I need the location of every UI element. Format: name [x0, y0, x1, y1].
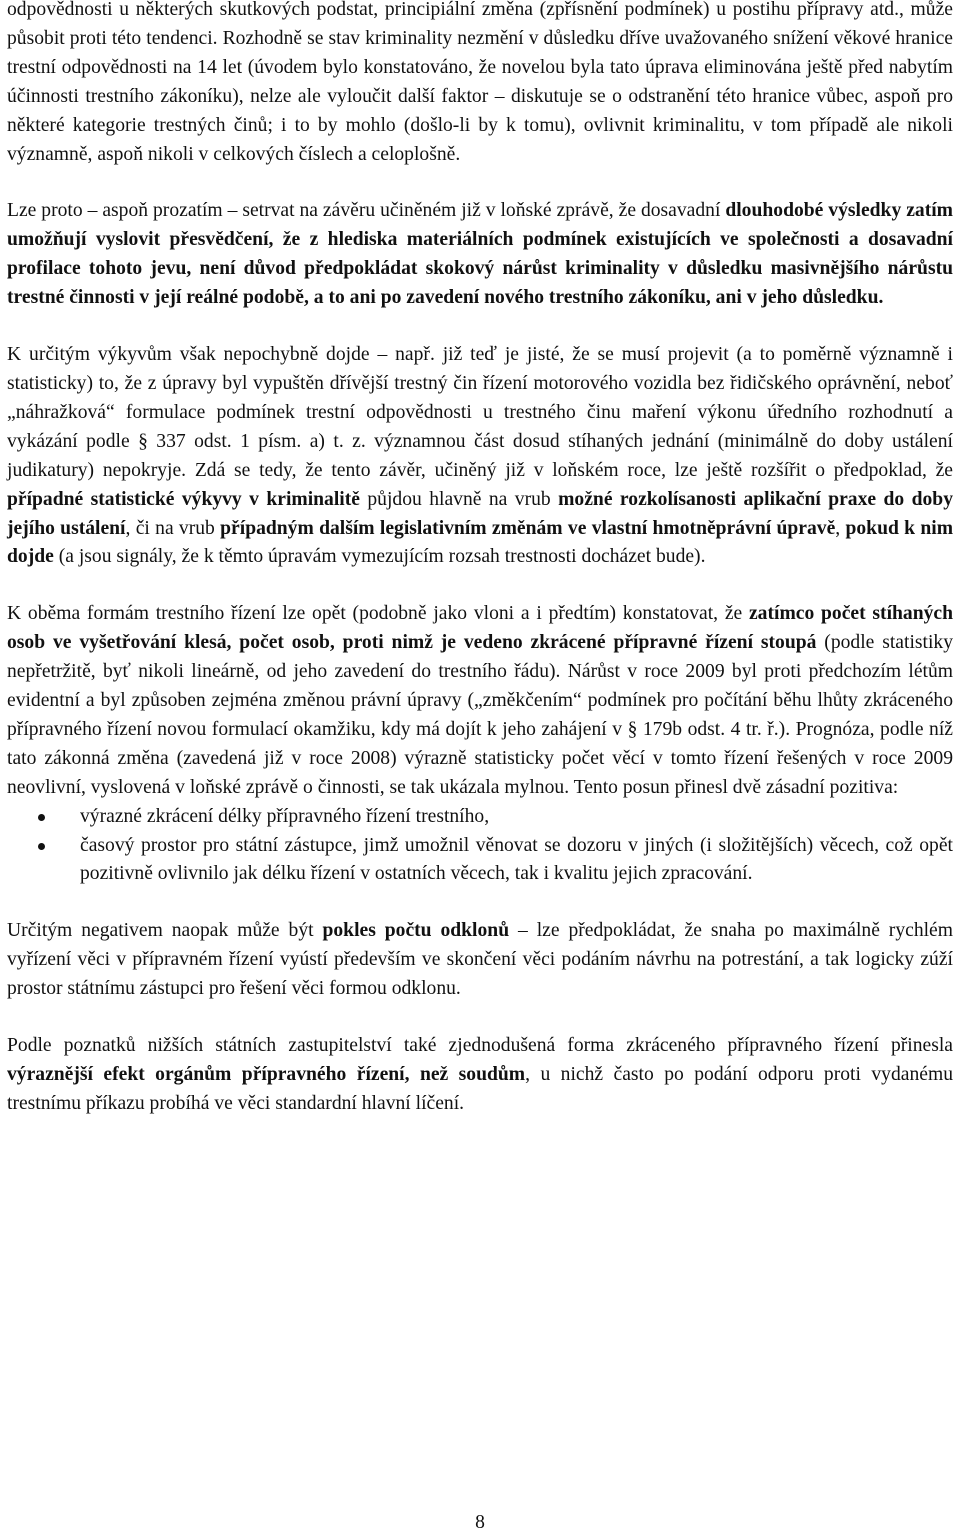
text-run: , či na vrub [125, 517, 221, 539]
bold-text-run: pokud k nim dojde [7, 517, 954, 568]
bold-text-run: zatímco počet stíhaných osob ve vyšetřování klesá, počet osob, proti nimž je vedeno zkrácené přípravné řízení stoupá [7, 603, 953, 654]
bold-text-run: výraznější efekt orgánům přípravného řízení, než soudům [7, 1064, 526, 1085]
list-item-text: výrazné zkrácení délky přípravného řízení trestního, [80, 805, 490, 827]
bold-text-run: možné rozkolísanosti aplikační praxe do doby jejího ustálení [7, 488, 953, 539]
text-run: – lze předpokládat, že snaha po maximálně rychlém vyřízení věci v přípravném řízení vyústí především ve skončení věci podáním návrhu na potrestání, a tak logicky zúží prostor státnímu zástupci pro řešení věci formou odklonu. [7, 920, 953, 1000]
bullet-icon [38, 843, 45, 850]
text-run: Lze proto – aspoň prozatím – setrvat na závěru učiněném již v loňské zprávě, že dosavadní [7, 200, 726, 222]
text-run: , u nichž často po podání odporu proti vydanému trestnímu příkazu probíhá ve věci standardní hlavní líčení. [7, 1064, 953, 1114]
paragraph-shortened-proceedings [7, 600, 953, 802]
text-run: (a jsou signály, že k těmto úpravám vymezujícím rozsah trestnosti docházet bude). [53, 546, 706, 568]
page-number: 8 [475, 1512, 485, 1533]
bullet-icon [38, 814, 45, 821]
list-item-text: časový prostor pro státní zástupce, jimž umožnil věnovat se dozoru v jiných (i složitějších) věcech, což opět pozitivně ovlivnilo jak délku řízení v ostatních věcech, tak i kvalitu jejich zpracování. [80, 834, 953, 885]
paragraph-diversion-decline [7, 917, 953, 1004]
bold-text-run: případným dalším legislativním změnám ve vlastní hmotněprávní úpravě [220, 517, 836, 539]
paragraph-criminality-factors [7, 0, 953, 169]
text-run: odpovědnosti u některých skutkových podstat, principiální změna (zpřísnění podmínek) u postihu přípravy atd., může působit proti této tendenci. Rozhodně se stav kriminality nezmění v důsledku dříve uvažovaného snížení věkové hranice trestní odpovědnosti na 14 let (úvodem bylo konstatováno, že novelou byla tato úprava eliminována ještě před nabytím účinnosti trestního zákoníku), nelze ale vyloučit další faktor – diskutuje se o odstranění této hranice vůbec, aspoň pro některé kategorie trestných činů; i to by mohlo (došlo-li by k tomu), ovlivnit kriminalitu, v tom případě ale nikoli významně, aspoň nikoli v celkových číslech a celoplošně. [7, 0, 953, 165]
bold-text-run: pokles počtu odklonů [322, 920, 510, 942]
paragraph-fluctuations [7, 341, 953, 572]
document-page [7, 0, 953, 1119]
text-run: K oběma formám trestního řízení lze opět (podobně jako vloni a i předtím) konstatovat, že [7, 603, 749, 625]
positives-list [7, 803, 953, 890]
text-run: půjdou hlavně na vrub [359, 488, 559, 510]
text-run: Podle poznatků nižších státních zastupitelství také zjednodušená forma zkráceného přípravného řízení přinesla [7, 1035, 953, 1057]
bold-text-run: dlouhodobé výsledky zatím umožňují vyslovit přesvědčení, že z hlediska materiálních podmínek existujících ve společnosti a dosavadní profilace tohoto jevu, není důvod předpokládat skokový nárůst kriminality v důsledku masivnějšího nárůstu trestné činnosti v její reálné podobě, a to ani po zavedení nového trestního zákoníku, ani v jeho důsledku. [7, 200, 953, 309]
text-run: , [835, 517, 846, 539]
list-item [7, 832, 953, 890]
paragraph-conclusion [7, 197, 953, 313]
text-run: (podle statistiky nepřetržitě, byť nikoli lineárně, od jeho zavedení do trestního řádu). Nárůst v roce 2009 byl proti předchozím létům evidentní a byl způsoben zejména změnou právní úpravy („změkčením“ podmínek pro počítání běhu lhůty zkráceného přípravného řízení novou formulací okamžiku, kdy má dojít k jeho zahájení v § 179b odst. 4 tr. ř.). Prognóza, podle níž tato zákonná změna (zavedená již v roce 2008) výrazně statisticky počet věcí v tomto řízení řešených v roce 2009 neovlivní, vyslovená v loňské zprávě o činnosti, se tak ukázala mylnou. Tento posun přinesl dvě zásadní pozitiva: [7, 632, 953, 798]
list-item [7, 803, 953, 832]
text-run: K určitým výkyvům však nepochybně dojde – např. již teď je jisté, že se musí projevit (a to poměrně významně i statisticky) to, že z úpravy byl vypuštěn dřívější trestný čin řízení motorového vozidla bez řidičského oprávnění, neboť „náhražková“ formulace podmínek trestní odpovědnosti u trestného činu maření výkonu úředního rozhodnutí a vykázání podle § 337 odst. 1 písm. a) t. z. významnou část dosud stíhaných jednání (minimálně do doby ustálení judikatury) nepokryje. Zdá se tedy, že tento závěr, učiněný již v loňském roce, lze ještě rozšířit o předpoklad, že [7, 344, 953, 481]
paragraph-lower-offices [7, 1032, 953, 1119]
text-run: Určitým negativem naopak může být [7, 920, 323, 942]
bold-text-run: případné statistické výkyvy v kriminalitě [7, 488, 360, 510]
